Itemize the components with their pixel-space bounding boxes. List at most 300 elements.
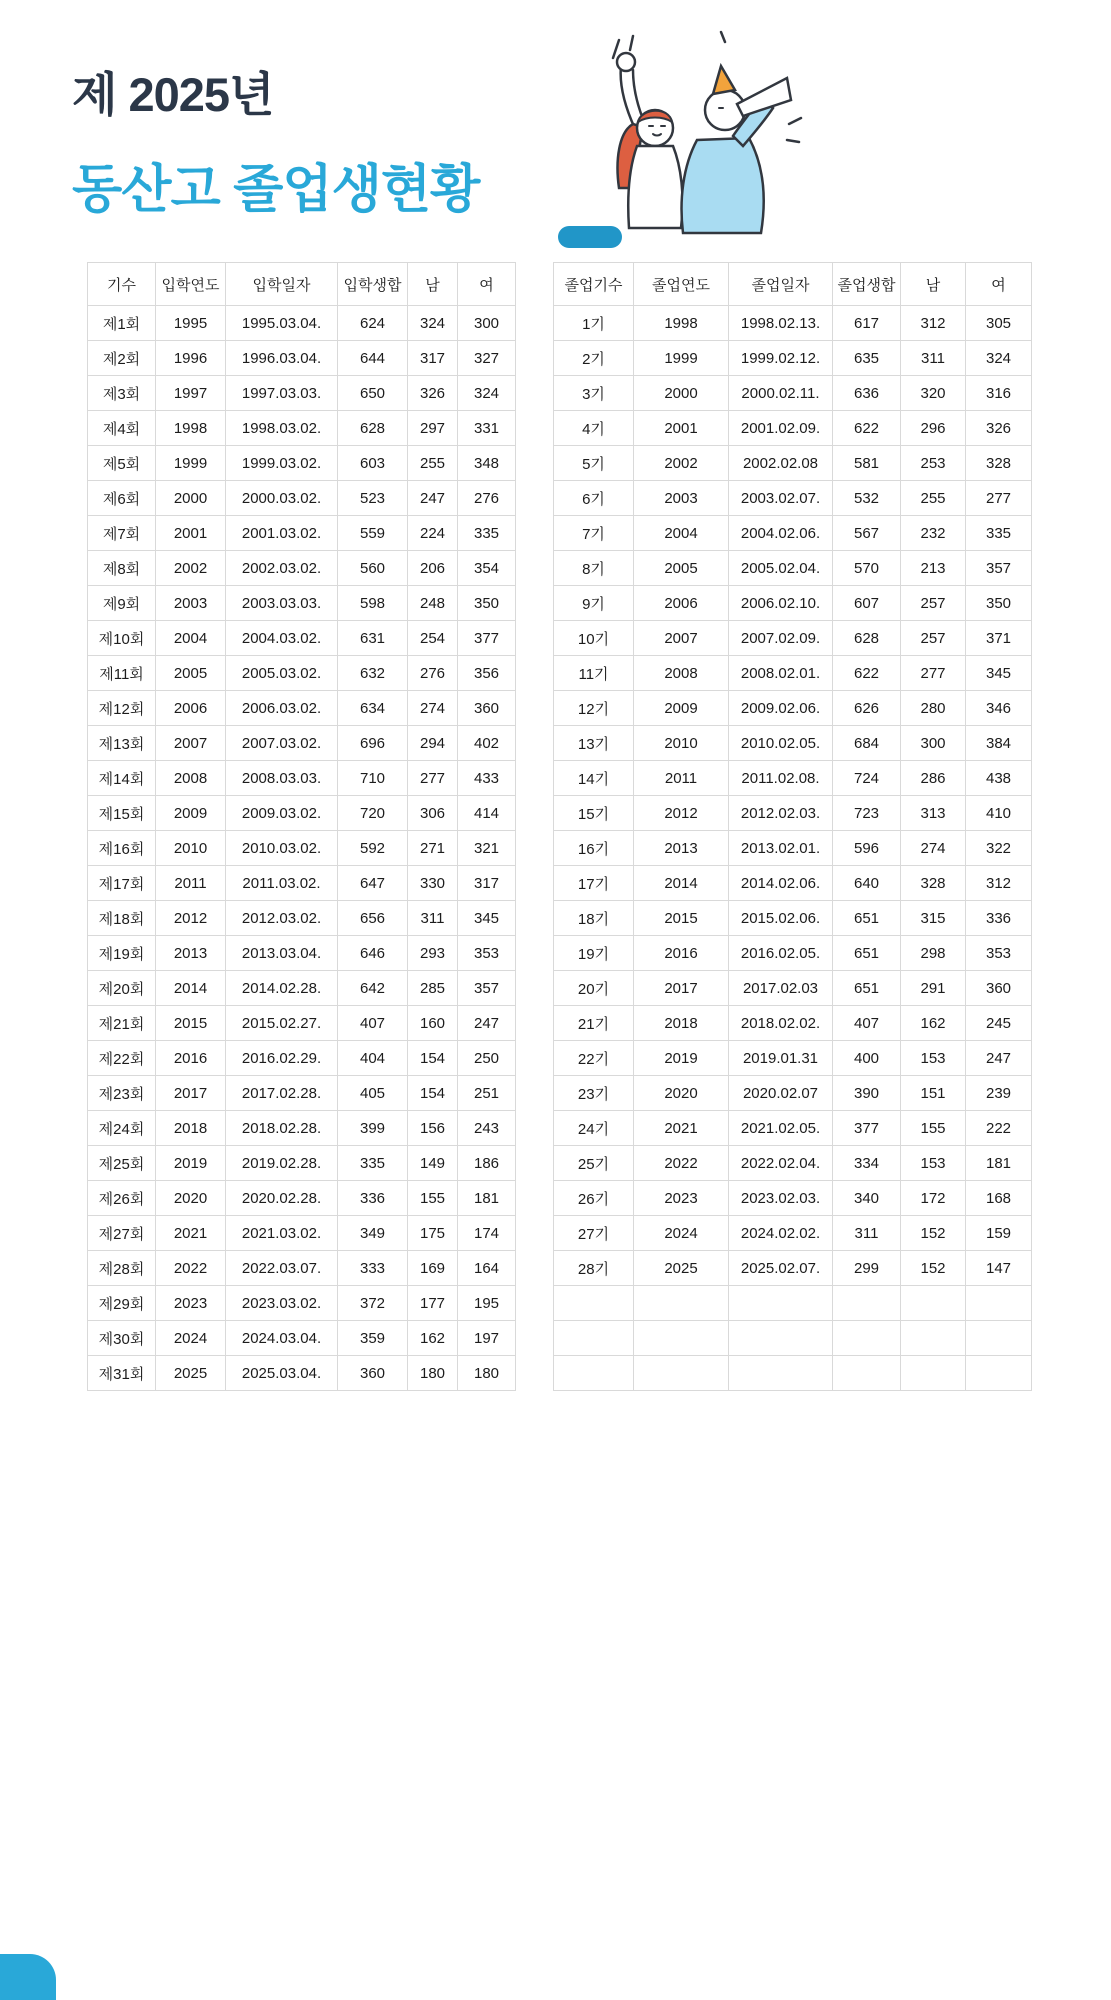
table-cell: 1995 (156, 306, 226, 341)
table-cell: 405 (338, 1076, 408, 1111)
gap-cell (516, 341, 554, 376)
table-cell: 169 (408, 1251, 458, 1286)
table-cell: 2004.03.02. (226, 621, 338, 656)
table-cell: 2001 (156, 516, 226, 551)
table-cell: 2018 (156, 1111, 226, 1146)
table-cell: 151 (901, 1076, 966, 1111)
table-cell: 294 (408, 726, 458, 761)
table-cell: 356 (458, 656, 516, 691)
table-cell: 제20회 (88, 971, 156, 1006)
table-cell: 2021.02.05. (729, 1111, 833, 1146)
gap-cell (516, 376, 554, 411)
table-row (88, 901, 1032, 936)
table-cell: 628 (833, 621, 901, 656)
table-cell: 438 (966, 761, 1032, 796)
table-cell: 2011.03.02. (226, 866, 338, 901)
table-cell: 399 (338, 1111, 408, 1146)
gap-cell (516, 446, 554, 481)
table-cell: 제6회 (88, 481, 156, 516)
table-cell: 2003 (156, 586, 226, 621)
table-cell: 164 (458, 1251, 516, 1286)
table-cell: 300 (458, 306, 516, 341)
table-cell: 2022.02.04. (729, 1146, 833, 1181)
table-cell: 2021 (634, 1111, 729, 1146)
table-cell: 24기 (554, 1111, 634, 1146)
table-cell: 2009.02.06. (729, 691, 833, 726)
table-cell: 353 (458, 936, 516, 971)
table-cell: 2020.02.07 (729, 1076, 833, 1111)
table-cell: 1999.03.02. (226, 446, 338, 481)
table-cell: 274 (901, 831, 966, 866)
table-cell: 297 (408, 411, 458, 446)
table-cell: 274 (408, 691, 458, 726)
column-header: 입학일자 (226, 263, 338, 306)
table-cell (901, 1321, 966, 1356)
table-cell: 624 (338, 306, 408, 341)
table-cell: 1995.03.04. (226, 306, 338, 341)
table-cell: 276 (408, 656, 458, 691)
table-cell: 206 (408, 551, 458, 586)
table-cell: 2005 (156, 656, 226, 691)
table-cell: 14기 (554, 761, 634, 796)
table-cell: 247 (408, 481, 458, 516)
table-cell: 2기 (554, 341, 634, 376)
table-cell: 175 (408, 1216, 458, 1251)
column-header: 입학연도 (156, 263, 226, 306)
table-cell: 628 (338, 411, 408, 446)
table-row (88, 1321, 1032, 1356)
table-cell: 213 (901, 551, 966, 586)
table-cell: 640 (833, 866, 901, 901)
table-cell: 2022.03.07. (226, 1251, 338, 1286)
table-cell: 334 (833, 1146, 901, 1181)
table-cell: 2019.01.31 (729, 1041, 833, 1076)
gap-cell (516, 1076, 554, 1111)
table-cell: 410 (966, 796, 1032, 831)
table-cell: 2009 (156, 796, 226, 831)
table-cell: 532 (833, 481, 901, 516)
table-cell: 357 (966, 551, 1032, 586)
table-cell: 2017 (634, 971, 729, 1006)
table-cell: 7기 (554, 516, 634, 551)
table-row (88, 691, 1032, 726)
table-cell: 2007 (634, 621, 729, 656)
table-cell (729, 1321, 833, 1356)
page-title-main: 동산고 졸업생현황 (72, 161, 480, 219)
table-cell: 346 (966, 691, 1032, 726)
table-cell: 2011 (634, 761, 729, 796)
table-cell: 2002.03.02. (226, 551, 338, 586)
table-cell: 제4회 (88, 411, 156, 446)
table-cell: 1998 (634, 306, 729, 341)
table-cell: 248 (408, 586, 458, 621)
column-header: 졸업기수 (554, 263, 634, 306)
table-cell: 1997 (156, 376, 226, 411)
table-cell: 12기 (554, 691, 634, 726)
table-cell: 357 (458, 971, 516, 1006)
gap-cell (516, 971, 554, 1006)
table-cell: 2001.03.02. (226, 516, 338, 551)
table-cell: 634 (338, 691, 408, 726)
table-cell: 2012 (634, 796, 729, 831)
gap-cell (516, 796, 554, 831)
table-cell: 607 (833, 586, 901, 621)
table-cell: 330 (408, 866, 458, 901)
table-cell: 651 (833, 901, 901, 936)
table-cell: 2006 (156, 691, 226, 726)
table-cell: 404 (338, 1041, 408, 1076)
table-cell: 560 (338, 551, 408, 586)
table-cell: 2004 (156, 621, 226, 656)
table-cell: 293 (408, 936, 458, 971)
gap-cell (516, 1006, 554, 1041)
table-row (88, 1076, 1032, 1111)
table-cell: 2024.03.04. (226, 1321, 338, 1356)
table-cell: 276 (458, 481, 516, 516)
table-cell: 2022 (156, 1251, 226, 1286)
table-cell: 1998 (156, 411, 226, 446)
table-cell: 2024 (634, 1216, 729, 1251)
gap-cell (516, 1041, 554, 1076)
gap-cell (516, 936, 554, 971)
table-cell: 2007.03.02. (226, 726, 338, 761)
table-cell: 2014 (156, 971, 226, 1006)
table-cell: 2020 (156, 1181, 226, 1216)
gap-cell (516, 1356, 554, 1391)
gap-cell (516, 656, 554, 691)
table-cell: 371 (966, 621, 1032, 656)
table-cell: 2007 (156, 726, 226, 761)
table-cell: 제21회 (88, 1006, 156, 1041)
table-cell: 2016 (156, 1041, 226, 1076)
table-cell: 336 (966, 901, 1032, 936)
table-cell: 2013.03.04. (226, 936, 338, 971)
table-cell: 제29회 (88, 1286, 156, 1321)
gap-cell (516, 1111, 554, 1146)
column-header: 여 (966, 263, 1032, 306)
table-cell: 322 (966, 831, 1032, 866)
table-cell (901, 1356, 966, 1391)
table-cell: 제22회 (88, 1041, 156, 1076)
table-cell: 2011.02.08. (729, 761, 833, 796)
table-cell: 26기 (554, 1181, 634, 1216)
table-cell: 617 (833, 306, 901, 341)
table-cell: 2025.02.07. (729, 1251, 833, 1286)
table-cell: 239 (966, 1076, 1032, 1111)
table-cell: 635 (833, 341, 901, 376)
table-cell: 271 (408, 831, 458, 866)
page-title-year: 제 2025년 (72, 68, 274, 121)
table-cell: 제12회 (88, 691, 156, 726)
table-cell: 724 (833, 761, 901, 796)
table-cell: 2002 (634, 446, 729, 481)
table-cell: 2009.03.02. (226, 796, 338, 831)
table-row (88, 866, 1032, 901)
table-cell: 197 (458, 1321, 516, 1356)
table-cell: 316 (966, 376, 1032, 411)
table-cell: 2014.02.06. (729, 866, 833, 901)
table-row (88, 1356, 1032, 1391)
table-row (88, 1181, 1032, 1216)
table-cell (966, 1356, 1032, 1391)
celebration-illustration (575, 28, 815, 243)
table-cell: 153 (901, 1146, 966, 1181)
table-cell: 제13회 (88, 726, 156, 761)
table-cell: 324 (966, 341, 1032, 376)
table-row (88, 1216, 1032, 1251)
table-cell: 2015.02.27. (226, 1006, 338, 1041)
table-cell: 2001 (634, 411, 729, 446)
table-cell: 313 (901, 796, 966, 831)
table-cell: 21기 (554, 1006, 634, 1041)
table-cell: 222 (966, 1111, 1032, 1146)
table-cell: 2017 (156, 1076, 226, 1111)
table-cell: 255 (408, 446, 458, 481)
table-cell: 257 (901, 586, 966, 621)
table-row (88, 831, 1032, 866)
gap-cell (516, 901, 554, 936)
table-cell: 335 (458, 516, 516, 551)
table-cell: 257 (901, 621, 966, 656)
table-cell: 152 (901, 1216, 966, 1251)
table-cell: 407 (338, 1006, 408, 1041)
table-cell: 제19회 (88, 936, 156, 971)
table-cell: 523 (338, 481, 408, 516)
table-cell: 2023.02.03. (729, 1181, 833, 1216)
table-cell: 2004 (634, 516, 729, 551)
table-cell (966, 1321, 1032, 1356)
table-cell: 311 (833, 1216, 901, 1251)
graduate-status-table-wrap (87, 262, 1032, 1391)
table-cell: 345 (458, 901, 516, 936)
table-row (88, 481, 1032, 516)
gap-cell (516, 1216, 554, 1251)
table-row (88, 586, 1032, 621)
table-cell: 147 (966, 1251, 1032, 1286)
table-cell: 286 (901, 761, 966, 796)
gap-cell (516, 551, 554, 586)
table-cell: 168 (966, 1181, 1032, 1216)
column-header: 졸업일자 (729, 263, 833, 306)
table-cell: 177 (408, 1286, 458, 1321)
table-cell: 407 (833, 1006, 901, 1041)
table-cell: 2016.02.05. (729, 936, 833, 971)
table-cell: 353 (966, 936, 1032, 971)
table-cell: 632 (338, 656, 408, 691)
graduate-table-body (88, 306, 1032, 1391)
table-cell: 제26회 (88, 1181, 156, 1216)
table-cell: 581 (833, 446, 901, 481)
table-cell: 180 (458, 1356, 516, 1391)
table-cell: 2008 (634, 656, 729, 691)
table-cell (833, 1286, 901, 1321)
table-cell: 154 (408, 1076, 458, 1111)
table-cell: 277 (408, 761, 458, 796)
table-cell: 335 (966, 516, 1032, 551)
table-cell: 2011 (156, 866, 226, 901)
table-cell: 22기 (554, 1041, 634, 1076)
table-cell: 277 (966, 481, 1032, 516)
table-cell: 598 (338, 586, 408, 621)
table-cell: 291 (901, 971, 966, 1006)
table-cell: 312 (901, 306, 966, 341)
table-cell: 340 (833, 1181, 901, 1216)
gap-cell (516, 516, 554, 551)
table-cell: 224 (408, 516, 458, 551)
table-row (88, 796, 1032, 831)
table-row (88, 516, 1032, 551)
gap-cell (516, 306, 554, 341)
table-cell: 631 (338, 621, 408, 656)
table-cell: 제3회 (88, 376, 156, 411)
table-cell: 9기 (554, 586, 634, 621)
table-cell: 2013.02.01. (729, 831, 833, 866)
table-cell: 2006.03.02. (226, 691, 338, 726)
table-cell: 328 (901, 866, 966, 901)
gap-cell (516, 1181, 554, 1216)
table-row (88, 1286, 1032, 1321)
table-cell: 180 (408, 1356, 458, 1391)
table-cell: 159 (966, 1216, 1032, 1251)
table-cell: 377 (833, 1111, 901, 1146)
table-cell: 2000.02.11. (729, 376, 833, 411)
table-cell: 684 (833, 726, 901, 761)
gap-cell (516, 761, 554, 796)
gap-cell (516, 1146, 554, 1181)
table-cell: 181 (458, 1181, 516, 1216)
table-cell: 제18회 (88, 901, 156, 936)
table-cell: 제15회 (88, 796, 156, 831)
table-cell: 622 (833, 411, 901, 446)
table-cell: 433 (458, 761, 516, 796)
column-header: 졸업생합 (833, 263, 901, 306)
table-cell: 247 (966, 1041, 1032, 1076)
table-cell: 327 (458, 341, 516, 376)
table-cell: 2025 (634, 1251, 729, 1286)
table-cell: 1999 (634, 341, 729, 376)
table-cell: 27기 (554, 1216, 634, 1251)
table-row (88, 761, 1032, 796)
table-cell: 제2회 (88, 341, 156, 376)
table-cell: 제17회 (88, 866, 156, 901)
table-cell: 2019 (156, 1146, 226, 1181)
table-cell: 2015.02.06. (729, 901, 833, 936)
table-cell: 16기 (554, 831, 634, 866)
table-cell: 306 (408, 796, 458, 831)
table-cell: 326 (966, 411, 1032, 446)
table-cell: 2003.03.03. (226, 586, 338, 621)
table-cell: 232 (901, 516, 966, 551)
column-header: 여 (458, 263, 516, 306)
table-cell: 제5회 (88, 446, 156, 481)
table-row (88, 936, 1032, 971)
table-cell: 제25회 (88, 1146, 156, 1181)
table-cell: 제31회 (88, 1356, 156, 1391)
table-cell: 154 (408, 1041, 458, 1076)
table-cell: 20기 (554, 971, 634, 1006)
table-cell: 321 (458, 831, 516, 866)
table-cell: 251 (458, 1076, 516, 1111)
table-cell: 2007.02.09. (729, 621, 833, 656)
table-cell: 377 (458, 621, 516, 656)
table-cell: 253 (901, 446, 966, 481)
table-cell: 17기 (554, 866, 634, 901)
table-cell: 2002 (156, 551, 226, 586)
gap-cell (516, 831, 554, 866)
table-cell: 710 (338, 761, 408, 796)
table-cell: 336 (338, 1181, 408, 1216)
table-cell: 23기 (554, 1076, 634, 1111)
table-cell: 1999 (156, 446, 226, 481)
table-cell: 160 (408, 1006, 458, 1041)
table-row (88, 341, 1032, 376)
table-cell: 650 (338, 376, 408, 411)
table-cell: 6기 (554, 481, 634, 516)
table-cell: 2023.03.02. (226, 1286, 338, 1321)
table-cell (554, 1286, 634, 1321)
table-row (88, 621, 1032, 656)
table-cell: 390 (833, 1076, 901, 1111)
gap-cell (516, 866, 554, 901)
table-cell: 285 (408, 971, 458, 1006)
table-cell: 2003 (634, 481, 729, 516)
table-cell: 359 (338, 1321, 408, 1356)
table-row (88, 411, 1032, 446)
table-cell: 2018 (634, 1006, 729, 1041)
table-cell (833, 1356, 901, 1391)
table-cell: 2010.02.05. (729, 726, 833, 761)
table-cell: 149 (408, 1146, 458, 1181)
gap-cell (516, 691, 554, 726)
table-row (88, 656, 1032, 691)
table-cell: 626 (833, 691, 901, 726)
table-cell: 13기 (554, 726, 634, 761)
table-cell: 2020.02.28. (226, 1181, 338, 1216)
table-cell: 345 (966, 656, 1032, 691)
table-cell: 254 (408, 621, 458, 656)
table-cell: 2014 (634, 866, 729, 901)
table-cell: 651 (833, 936, 901, 971)
table-cell (833, 1321, 901, 1356)
table-header-row (88, 263, 1032, 306)
table-row (88, 376, 1032, 411)
table-cell: 2002.02.08 (729, 446, 833, 481)
gap-cell (516, 481, 554, 516)
table-cell: 156 (408, 1111, 458, 1146)
table-cell (554, 1321, 634, 1356)
table-cell: 2023 (634, 1181, 729, 1216)
table-cell: 3기 (554, 376, 634, 411)
table-cell: 651 (833, 971, 901, 1006)
table-cell (634, 1356, 729, 1391)
table-cell: 8기 (554, 551, 634, 586)
table-row (88, 1006, 1032, 1041)
table-cell: 162 (901, 1006, 966, 1041)
table-cell: 1999.02.12. (729, 341, 833, 376)
table-cell: 2025 (156, 1356, 226, 1391)
table-cell: 245 (966, 1006, 1032, 1041)
table-cell: 2008 (156, 761, 226, 796)
table-cell: 1998.03.02. (226, 411, 338, 446)
table-cell (729, 1286, 833, 1321)
table-cell: 2001.02.09. (729, 411, 833, 446)
table-cell: 326 (408, 376, 458, 411)
table-cell: 2006.02.10. (729, 586, 833, 621)
table-cell: 174 (458, 1216, 516, 1251)
table-cell: 2019.02.28. (226, 1146, 338, 1181)
column-header: 졸업연도 (634, 263, 729, 306)
table-cell: 250 (458, 1041, 516, 1076)
